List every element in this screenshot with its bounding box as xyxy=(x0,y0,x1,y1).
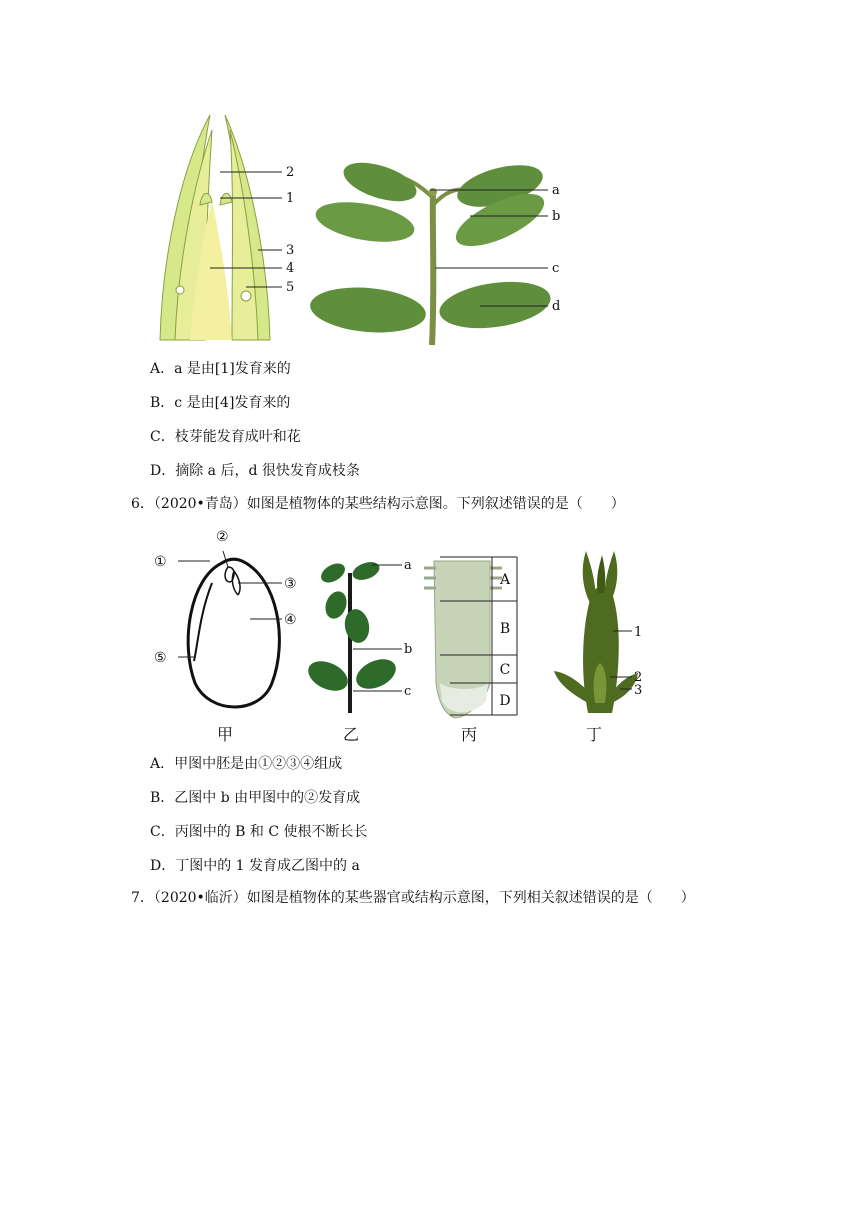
stem-label-b: b xyxy=(552,209,561,224)
seed-drawing xyxy=(188,559,279,707)
q6-option-b: B．乙图中 b 由甲图中的②发育成 xyxy=(150,790,361,806)
root-zone-b: B xyxy=(499,621,511,637)
seed-label-3: ③ xyxy=(284,576,297,592)
bud-label-4: 4 xyxy=(286,261,295,276)
stem-label-c: c xyxy=(552,261,560,276)
bud-label-3: 3 xyxy=(286,243,295,258)
root-zone-d: D xyxy=(499,693,511,709)
figure-plant-structures xyxy=(150,523,670,723)
q5-option-b: B．c 是由[4]发育来的 xyxy=(150,395,291,411)
q7-stem: 7．（2020•临沂）如图是植物体的某些器官或结构示意图，下列相关叙述错误的是（ ） xyxy=(131,890,695,906)
q5-option-a: A．a 是由[1]发育来的 xyxy=(150,361,291,377)
bud-section-drawing xyxy=(160,115,270,340)
seed-label-1: ① xyxy=(154,554,167,570)
q6-option-d: D．丁图中的 1 发育成乙图中的 a xyxy=(150,858,360,874)
bud-label-2-ding: 2 xyxy=(634,670,643,685)
caption-jia: 甲 xyxy=(217,725,234,744)
caption-yi: 乙 xyxy=(343,725,360,744)
stem-label-d: d xyxy=(552,299,561,314)
q6-option-a: A．甲图中胚是由①②③④组成 xyxy=(150,756,343,772)
caption-bing: 丙 xyxy=(461,725,478,744)
root-zone-a: A xyxy=(499,572,511,588)
bud-label-3-ding: 3 xyxy=(634,683,643,698)
bud-label-5: 5 xyxy=(286,280,295,295)
q6-option-c: C．丙图中的 B 和 C 使根不断长长 xyxy=(150,824,368,840)
seedling-label-b: b xyxy=(404,642,413,657)
seedling-drawing xyxy=(303,559,400,713)
q6-stem: 6．（2020•青岛）如图是植物体的某些结构示意图。下列叙述错误的是（ ） xyxy=(131,496,625,512)
caption-ding: 丁 xyxy=(586,725,603,744)
q5-option-d: D．摘除 a 后，d 很快发育成枝条 xyxy=(150,463,360,479)
stem-label-a: a xyxy=(552,183,560,198)
seedling-label-a: a xyxy=(404,558,412,573)
figure-bud-and-stem xyxy=(150,110,580,350)
root-zone-c: C xyxy=(499,662,511,678)
bud-label-2: 2 xyxy=(286,165,295,180)
bud-label-1-ding: 1 xyxy=(634,625,643,640)
root-tip-drawing xyxy=(424,561,502,718)
seed-label-5: ⑤ xyxy=(154,650,167,666)
seedling-label-c: c xyxy=(404,684,412,699)
q5-option-c: C．枝芽能发育成叶和花 xyxy=(150,429,301,445)
stem-drawing xyxy=(308,155,553,345)
bud-label-1: 1 xyxy=(286,191,295,206)
seed-label-2: ② xyxy=(216,529,229,545)
seed-label-4: ④ xyxy=(284,612,297,628)
